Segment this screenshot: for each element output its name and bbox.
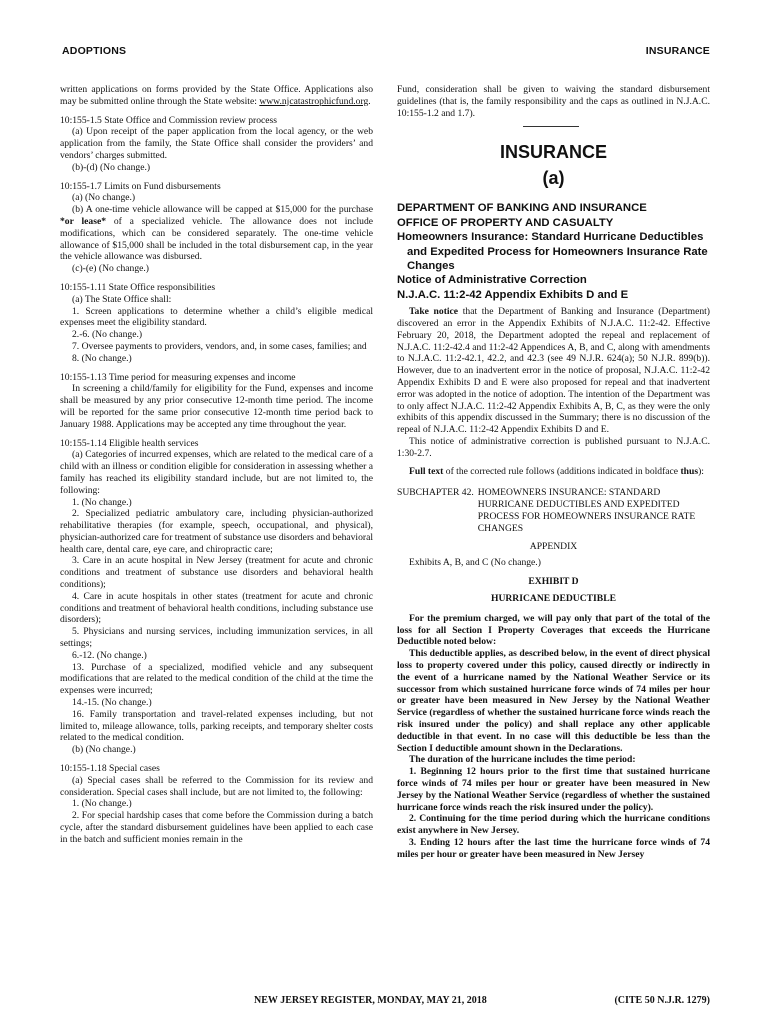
rule-paragraph: 2. Specialized pediatric ambulatory care, including physician-authorized rehabilitative therapies (for example, speech, occupational, and physical), physician-authorized care for treatment of substance use disorders and behavioral health care, dental care, eye care, and chiropractic care; <box>60 508 374 555</box>
exhibit-item: 3. Ending 12 hours after the last time the hurricane force winds of 74 miles per hour or greater have been measured in New Jersey <box>397 836 710 860</box>
rule-paragraph: 5. Physicians and nursing services, including immunization services, in all settings; <box>60 626 373 650</box>
left-column <box>60 84 373 846</box>
section-heading: 10:155-1.14 Eligible health services <box>60 437 199 449</box>
notice-letter: (a) <box>542 168 565 189</box>
rule-paragraph: 1. (No change.) <box>72 798 132 810</box>
rule-text: (b) A one-time vehicle allowance will be capped at $15,000 for the purchase <box>72 204 373 216</box>
rule-paragraph: 13. Purchase of a specialized, modified vehicle and any subsequent modifications that are related to the medical condition of the child at the time the expenses were incurred; <box>60 661 373 697</box>
subchapter-heading <box>397 487 710 534</box>
continuation-paragraph: Fund, consideration shall be given to waiving the standard disbursement guidelines (that is, the family responsibility and the caps as outlined in N.J.A.C. 10:155-1.2 and 1.7). <box>397 84 710 119</box>
subchapter-label: SUBCHAPTER 42. <box>397 487 474 499</box>
agency-name: DEPARTMENT OF BANKING AND INSURANCE <box>397 202 647 215</box>
footer-citation: (CITE 50 N.J.R. 1279) <box>614 995 710 1006</box>
section-title: INSURANCE <box>499 142 607 163</box>
notice-type: Notice of Administrative Correction <box>397 274 587 287</box>
exhibits-note: Exhibits A, B, and C (No change.) <box>409 557 541 569</box>
rule-paragraph: 4. Care in acute hospitals in other states (treatment for acute and chronic conditions and treatment of behavioral health conditions, including substance use disorders); <box>60 590 373 626</box>
exhibit-item: 1. Beginning 12 hours prior to the first time that sustained hurricane force winds of 74 miles per hour or greater have been measured in New Jersey by the National Weather Service (regardless of whether the sustained hurricane force winds reach the risk insured under the policy). <box>397 766 710 813</box>
rule-paragraph: In screening a child/family for eligibility for the Fund, expenses and income shall be measured by any prior consecutive 12-month time period. The income will be reported for the same prior consecutive 12-month time period back to January 1988. Applications may be accepted any time throughout the year. <box>60 383 373 430</box>
rule-paragraph: 2. For special hardship cases that come before the Commission during a batch cycle, after the standard disbursement guidelines have been applied to each case in the batch and sufficient monies remain in the <box>60 810 373 845</box>
divider <box>523 126 579 127</box>
boldface-sample: thus <box>680 465 699 477</box>
take-notice-label: Take notice <box>409 306 459 318</box>
rule-paragraph: (a) Upon receipt of the paper application from the local agency, or the web application from the family, the State Office shall consider the providers’ and vendors’ charges submitted. <box>60 126 373 161</box>
notice-subject: Homeowners Insurance: Standard Hurricane Deductibles and Expedited Process for Homeowners Insurance Rate Changes <box>397 231 708 273</box>
exhibit-heading: EXHIBIT D <box>528 576 579 588</box>
running-header-right: INSURANCE <box>645 45 710 57</box>
rule-paragraph: (a) Special cases shall be referred to the Commission for its review and consideration. Special cases shall include, but are not limited to, the following: <box>60 774 373 798</box>
rule-paragraph: 6.-12. (No change.) <box>72 649 147 661</box>
rule-paragraph: (a) The State Office shall: <box>72 293 172 305</box>
exhibit-paragraph: For the premium charged, we will pay only that part of the total of the loss for all Section I Property Coverages that exceeds the Hurricane Deductible noted below: <box>397 612 710 648</box>
rule-paragraph <box>60 204 373 263</box>
section-heading: 10:155-1.13 Time period for measuring expenses and income <box>60 371 296 383</box>
rule-paragraph: 14.-15. (No change.) <box>72 697 152 709</box>
right-column <box>397 84 710 861</box>
publish-note: This notice of administrative correction is published pursuant to N.J.A.C. 1:30-2.7. <box>397 436 710 459</box>
exhibit-title: HURRICANE DEDUCTIBLE <box>490 592 616 604</box>
rule-paragraph: (b) (No change.) <box>72 744 136 756</box>
footer-register-date: NEW JERSEY REGISTER, MONDAY, MAY 21, 2018 <box>254 995 487 1006</box>
section-heading: 10:155-1.11 State Office responsibilities <box>60 281 216 293</box>
running-header-left: ADOPTIONS <box>62 45 127 57</box>
period: . <box>368 95 371 107</box>
exhibit-paragraph: This deductible applies, as described below, in the event of direct physical loss to property covered under this policy, caused directly or indirectly in the event of a hurricane named by the National Weather Service or its successor from which sustained hurricane force winds of 74 miles per hour or greater have been measured in New Jersey by the National Weather Service (regardless of whether the sustained hurricane force winds reach the risk insured under the policy) and shall replace any other applicable deductible in that event. In no case will this deductible be less than the Section I deductible amount shown in the Declarations. <box>397 648 710 754</box>
full-text-note <box>397 466 710 478</box>
rule-paragraph: 1. Screen applications to determine whether a child’s eligible medical expenses meet the eligibility standard. <box>60 305 373 329</box>
rule-paragraph: 3. Care in an acute hospital in New Jersey (treatment for acute and chronic conditions and treatment of substance use disorders and behavioral health conditions); <box>60 555 373 591</box>
appendix-heading: APPENDIX <box>529 540 578 552</box>
rule-paragraph: (b)-(d) (No change.) <box>72 161 151 173</box>
rule-paragraph: 16. Family transportation and travel-related expenses including, but not limited to, mileage allowance, tolls, parking receipts, and temporary shelter costs related to the medical condition. <box>60 708 373 744</box>
intro-paragraph <box>60 84 373 108</box>
section-heading: 10:155-1.18 Special cases <box>60 763 160 775</box>
exhibit-paragraph: The duration of the hurricane includes the time period: <box>409 754 636 766</box>
full-text-label: Full text <box>409 465 444 477</box>
full-text-body: of the corrected rule follows (additions indicated in boldface <box>443 465 681 477</box>
amended-text: *or lease* <box>60 215 107 227</box>
rule-paragraph: (a) Categories of incurred expenses, which are related to the medical care of a child with an illness or condition eligible for consideration in assessing whether a family has reached its eligibility standard include, but are not limited to, the following: <box>60 449 373 496</box>
full-text-end: ): <box>698 465 704 477</box>
rule-paragraph: 8. (No change.) <box>72 352 132 364</box>
take-notice-paragraph <box>397 306 710 436</box>
rule-paragraph: 1. (No change.) <box>72 496 132 508</box>
website-link[interactable]: www.njcatastrophicfund.org <box>259 95 369 107</box>
rule-paragraph: 2.-6. (No change.) <box>72 329 143 341</box>
exhibit-item: 2. Continuing for the time period during which the hurricane conditions exist anywhere in New Jersey. <box>397 813 710 837</box>
subchapter-title: HOMEOWNERS INSURANCE: STANDARD HURRICANE DEDUCTIBLES AND EXPEDITED PROCESS FOR HOMEOWNERS INSURANCE RATE CHANGES <box>477 487 696 534</box>
rule-text: of a specialized vehicle. The allowance does not include modifications, which can be considered separately. The one-time vehicle allowance of $15,000 shall be included in the total disbursement cap, in the year the vehicle allowance was disbursed. <box>60 215 373 263</box>
office-name: OFFICE OF PROPERTY AND CASUALTY <box>397 216 614 229</box>
notice-citation: N.J.A.C. 11:2-42 Appendix Exhibits D and E <box>397 288 629 301</box>
rule-paragraph: (a) (No change.) <box>72 192 136 204</box>
section-heading: 10:155-1.7 Limits on Fund disbursements <box>60 180 221 192</box>
rule-paragraph: 7. Oversee payments to providers, vendors, and, in some cases, families; and <box>72 340 367 352</box>
intro-text: written applications on forms provided by the State Office. Applications also may be submitted online through the State website: <box>60 84 373 107</box>
section-heading: 10:155-1.5 State Office and Commission review process <box>60 114 277 126</box>
take-notice-text: that the Department of Banking and Insurance (Department) discovered an error in the Appendix Exhibits of N.J.A.C. 11:2-42. Effective February 20, 2018, the Department adopted the repeal and replacement of N.J.A.C. 11:2-42.4 and 11:2-42 Appendices A, B, and C, along with amendments to N.J.A.C. 11:2-42.1, 42.2, and 42.3 (see 49 N.J.R. 624(a); 50 N.J.R. 899(b)). However, due to an inadvertent error in the notice of proposal, N.J.A.C. 11:2-42 Appendix Exhibits D and E were also proposed for repeal and that inadvertent error was adopted in the notice of adoption. The intention of the Department was to only affect N.J.A.C. 11:2-42 Appendix Exhibits A, B, C, as they were the only exhibits of this appendix discussed in the Summary; there is no discussion of the repeal of N.J.A.C. 11:2-42 Appendix Exhibits D and E. <box>397 306 710 436</box>
rule-paragraph: (c)-(e) (No change.) <box>72 263 149 275</box>
